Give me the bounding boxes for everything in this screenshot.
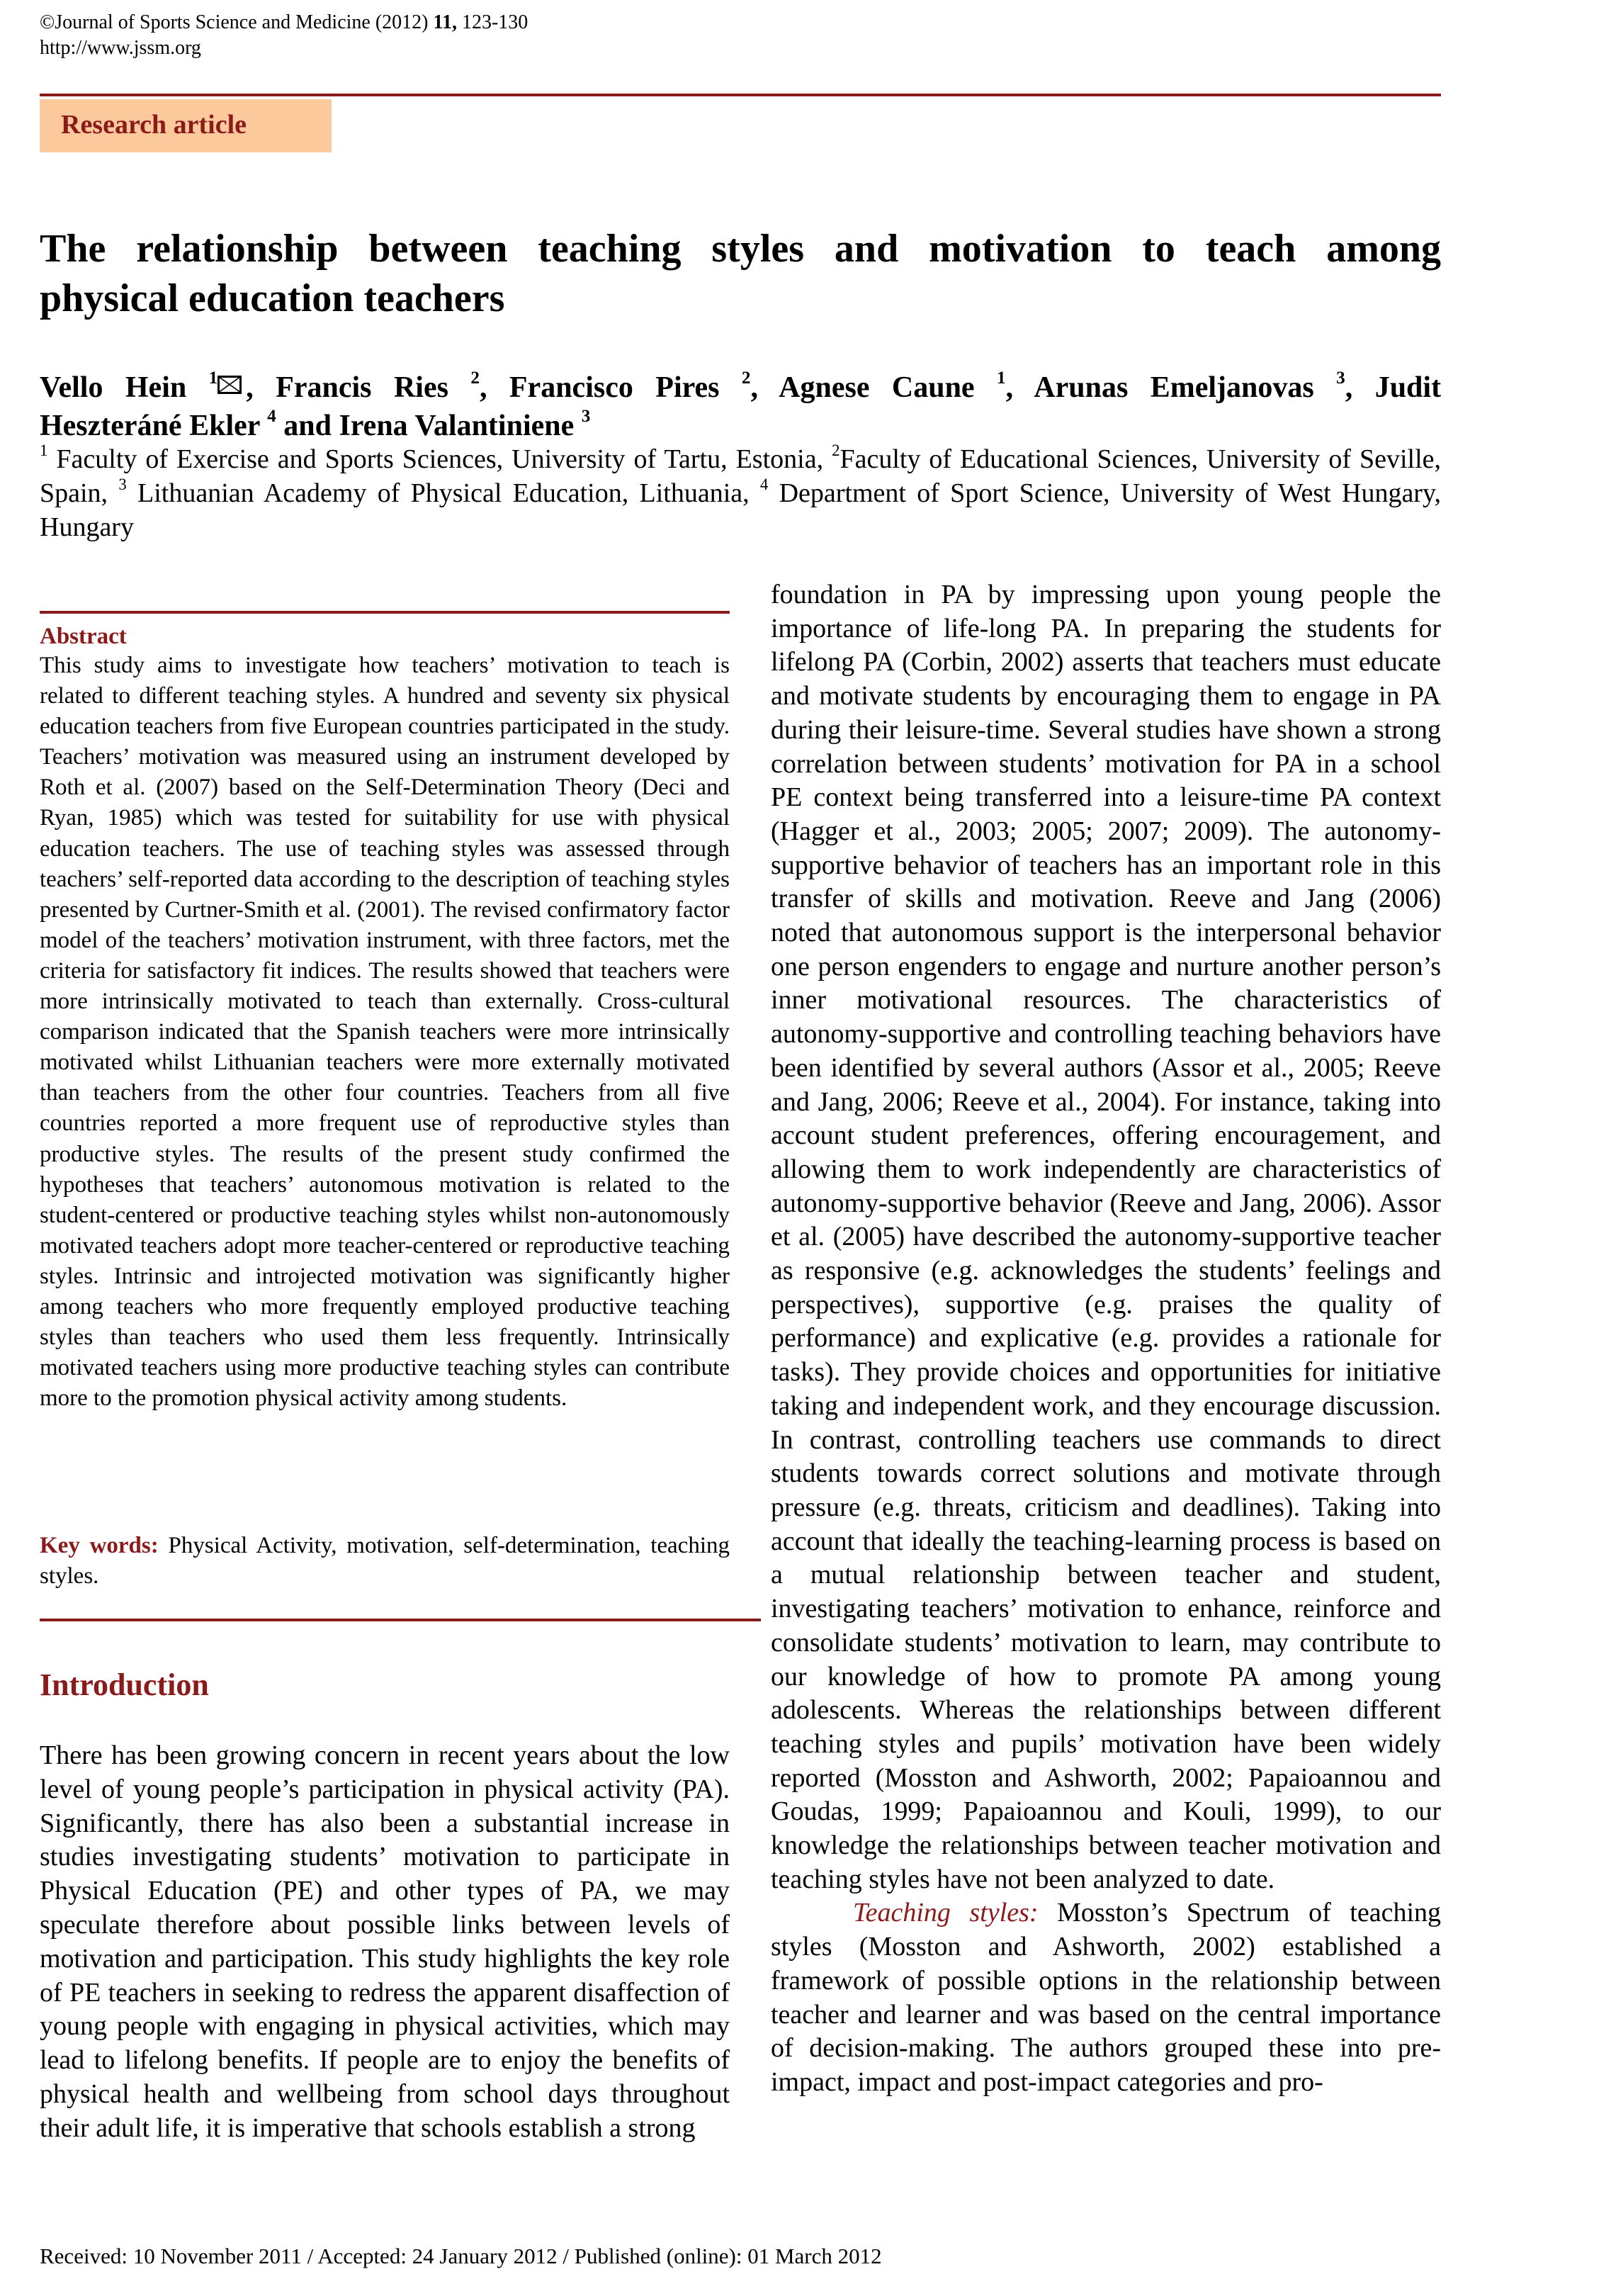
body-paragraph: foundation in PA by impressing upon young people the importance of life-long PA. In preparing the students for lifelong PA (Corbin, 2002) asserts that teachers must educate and motivate students by encouraging them to engage in PA during their leisure-time. Several studies have shown a strong correlation between students’ motivation for PA in a school PE context being transferred into a leisure-time PA context (Hagger et al., 2003; 2005; 2007; 2009). The autonomy-supportive behavior of teachers has an important role in this transfer of skills and motivation. Reeve and Jang (2006) noted that autonomous support is the interpersonal behavior one person engenders to engage and nurture another person’s inner motivational resources. The characteristics of autonomy-supportive and controlling teaching behaviors have been identified by several authors (Assor et al., 2005; Reeve and Jang, 2006; Reeve et al., 2004). For instance, taking into account student preferences, offering encouragement, and allowing them to work independently are characteristics of autonomy-supportive behavior (Reeve and Jang, 2006). Assor et al. (2005) have described the autonomy-supportive teacher as responsive (e.g. acknowledges the students’ feelings and perspectives), supportive (e.g. praises the quality of performance) and explicative (e.g. provides a rationale for tasks). They provide choices and opportunities for initiative taking and independent work, and they encourage discussion. In contrast, controlling teachers use commands to direct students towards correct solutions and motivate through pressure (e.g. threats, criticism and deadlines). Taking into account that ideally the teaching-learning process is based on a mutual relationship between teacher and student, investigating teachers’ motivation to enhance, reinforce and consolidate students’ motivation to learn, may contribute to our knowledge of how to promote PA among young adolescents. Whereas the relationships between different teaching styles and pupils’ motivation have been widely reported (Mosston and Ashworth, 2002; Papaioannou and Goudas, 1999; Papaioannou and Kouli, 1999), to our knowledge the relationships between teacher motivation and teaching styles have not been analyzed to date. [771, 580, 1441, 1894]
affiliations: $^1$ Faculty of Exercise and Sports Sciences, University of Tartu, Estonia, $^2$Faculty of Educational Sciences, University of Seville, Spain, $^3$ Lithuanian Academy of Physical Education, Lithuania, $^4$ Department of Sport Science, University of West Hungary, Hungary [40, 441, 1442, 542]
article-title [40, 224, 1441, 323]
abstract-top-divider [40, 611, 730, 614]
author-name: Irena Valantiniene [339, 410, 575, 442]
author-name: Agnese Caune [779, 371, 975, 404]
journal-url[interactable]: http://www.jssm.org [40, 37, 201, 59]
introduction-text: There has been growing concern in recent years about the low level of young people’s participation in physical activity (PA). Significantly, there has also been a substantial increase in studies investigating students’ motivation to participate in Physical Education (PE) and other types of PA, we may speculate therefore about possible links between levels of motivation and participation. This study highlights the key role of PE teachers in seeking to redress the apparent disaffection of young people with engaging in physical activities, which may lead to lifelong benefits. If people are to enjoy the benefits of physical health and wellbeing from school days throughout their adult life, it is imperative that schools establish a strong [40, 1740, 730, 2143]
abstract-heading: Abstract [40, 624, 127, 649]
keywords-text: Physical Activity, motivation, self-determination, teaching styles. [40, 1533, 730, 1589]
introduction-heading: Introduction [40, 1667, 209, 1702]
article-type-label: Research article [61, 110, 247, 140]
right-column [771, 578, 1441, 2100]
author-name-part: Judit [1374, 371, 1442, 404]
author-name-part: Heszteráné Ekler [40, 410, 260, 442]
article-type-badge [40, 99, 332, 152]
author-name: Arunas Emeljanovas [1034, 371, 1314, 404]
mail-icon[interactable] [217, 376, 242, 394]
section-run-in-heading: Teaching styles: [853, 1898, 1039, 1928]
abstract-text: This study aims to investigate how teachers’ motivation to teach is related to different teaching styles. A hundred and seventy six physical education teachers from five European countries participated in the study. Teachers’ motivation was measured using an instrument developed by Roth et al. (2007) based on the Self-Determination Theory (Deci and Ryan, 1985) which was tested for suitability for use with physical education teachers. The use of teaching styles was assessed through teachers’ self-reported data according to the description of teaching styles presented by Curtner-Smith et al. (2001). The revised confirmatory factor model of the teachers’ motivation instrument, with three factors, met the criteria for satisfactory fit indices. The results showed that teachers were more intrinsically motivated to teach than externally. Cross-cultural comparison indicated that the Spanish teachers were more intrinsically motivated whilst Lithuanian teachers were more externally motivated than teachers from the other four countries. Teachers from all five countries reported a more frequent use of reproductive styles than productive styles. The results of the present study confirmed the hypotheses that teachers’ autonomous motivation is related to the student-centered or productive teaching styles whilst non-autonomously motivated teachers adopt more teacher-centered or reproductive teaching styles. Intrinsic and introjected motivation was significantly higher among teachers who more frequently employed productive teaching styles than teachers who used them less frequently. Intrinsically motivated teachers using more productive teaching styles can contribute more to the promotion physical activity among students. [40, 653, 730, 1412]
author-name: Vello Hein [40, 371, 187, 404]
author-line-2: Heszteráné Ekler $^4$ and Irena Valantiniene $^3$ [40, 407, 591, 442]
header-divider [40, 94, 1441, 96]
keywords-label: Key words: [40, 1533, 159, 1558]
journal-volume: 11, [433, 11, 457, 33]
author-name: Francis Ries [276, 371, 448, 404]
journal-citation: ©Journal of Sports Science and Medicine (2012) 11, 123-130 [40, 11, 528, 33]
publication-dates: Received: 10 November 2011 / Accepted: 24 January 2012 / Published (online): 01 March 2012 [40, 2244, 882, 2268]
author-line-1: Vello Hein $^1$ , Francis Ries $^2$, Francisco Pires $^2$, Agnese Caune $^1$, Arunas Emeljanovas $^3$, Judit [40, 368, 1442, 404]
title-line-1: The relationship between teaching styles and motivation to teach among [40, 227, 1441, 271]
title-line-2: physical education teachers [40, 276, 505, 320]
author-name: Francisco Pires [509, 371, 720, 404]
journal-header [40, 10, 528, 61]
keywords [40, 1531, 730, 1592]
author-list [40, 368, 1441, 445]
abstract-bottom-divider [40, 1619, 761, 1621]
body-paragraph-teaching-styles: Teaching styles: Mosston’s Spectrum of teaching styles (Mosston and Ashworth, 2002) established a framework of possible options in the relationship between teacher and learner and was based on the central importance of decision-making. The authors grouped these into pre-impact, impact and post-impact categories and pro- [771, 1898, 1441, 2097]
